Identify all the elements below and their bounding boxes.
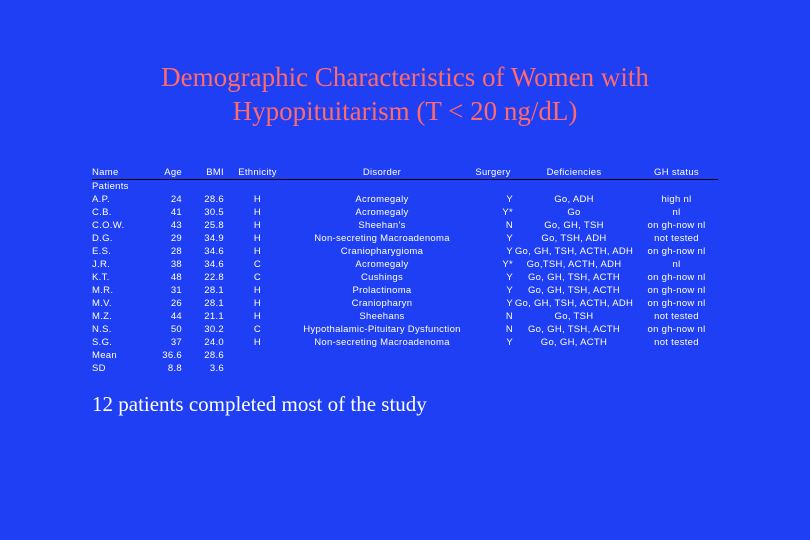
- cell-deficiencies: Go, GH, ACTH: [540, 337, 608, 348]
- cell-deficiencies: Go, ADH: [554, 194, 594, 205]
- cell-age: 48: [170, 272, 182, 283]
- cell-gh-status: not tested: [654, 337, 699, 348]
- cell-gh-status: on gh-now nl: [647, 324, 706, 335]
- cell-ethnicity: H: [253, 246, 262, 257]
- table-row: [92, 245, 718, 258]
- cell-surgery: Y: [506, 194, 513, 205]
- cell-bmi: 34.9: [204, 233, 224, 244]
- cell-surgery: [473, 180, 513, 194]
- cell-name: M.Z.: [92, 311, 113, 322]
- table-row: [92, 258, 718, 271]
- cell-gh-status: on gh-now nl: [647, 298, 706, 309]
- table-row: [92, 336, 718, 349]
- cell-surgery: [473, 349, 513, 362]
- cell-bmi: 22.8: [204, 272, 224, 283]
- cell-name: E.S.: [92, 246, 112, 257]
- header-ethnicity: Ethnicity: [224, 167, 291, 180]
- cell-name: S.G.: [92, 337, 113, 348]
- cell-gh-status: nl: [672, 207, 681, 218]
- cell-deficiencies: [513, 180, 635, 194]
- cell-gh-status: [635, 349, 718, 362]
- cell-ethnicity: H: [253, 220, 262, 231]
- cell-gh-status: on gh-now nl: [647, 246, 706, 257]
- cell-disorder: Non-secreting Macroadenoma: [314, 337, 450, 348]
- table-row: [92, 323, 718, 336]
- table-row: [92, 271, 718, 284]
- cell-deficiencies: Go, GH, TSH, ACTH: [527, 324, 621, 335]
- cell-age: 26: [170, 298, 182, 309]
- cell-bmi: 30.2: [204, 324, 224, 335]
- cell-age: [147, 180, 182, 194]
- cell-deficiencies: Go, GH, TSH, ACTH, ADH: [514, 246, 634, 257]
- cell-disorder: Sheehans: [359, 311, 405, 322]
- cell-age: 50: [170, 324, 182, 335]
- cell-ethnicity: C: [253, 259, 262, 270]
- cell-name: K.T.: [92, 272, 110, 283]
- cell-surgery: N: [505, 311, 513, 322]
- cell-ethnicity: H: [253, 285, 262, 296]
- cell-surgery: Y: [506, 298, 513, 309]
- table-row: [92, 362, 718, 375]
- header-name: Name: [92, 167, 147, 180]
- cell-gh-status: on gh-now nl: [647, 220, 706, 231]
- cell-bmi: 25.8: [204, 220, 224, 231]
- slide-title-line-2: Hypopituitarism (T < 20 ng/dL): [232, 96, 578, 126]
- table-header-row: [92, 167, 718, 180]
- cell-bmi: 21.1: [204, 311, 224, 322]
- cell-deficiencies: [513, 362, 635, 375]
- table-row: [92, 180, 718, 194]
- cell-bmi: 28.6: [204, 350, 224, 361]
- cell-name: D.G.: [92, 233, 113, 244]
- cell-name: M.V.: [92, 298, 112, 309]
- cell-surgery: N: [505, 324, 513, 335]
- cell-surgery: Y*: [502, 207, 513, 218]
- cell-name: M.R.: [92, 285, 114, 296]
- cell-bmi: 3.6: [209, 363, 224, 374]
- cell-gh-status: high nl: [661, 194, 692, 205]
- cell-disorder: Craniopharygioma: [340, 246, 424, 257]
- cell-bmi: [182, 180, 224, 194]
- cell-deficiencies: [513, 349, 635, 362]
- cell-surgery: Y: [506, 337, 513, 348]
- cell-name: A.P.: [92, 194, 110, 205]
- cell-age: 37: [170, 337, 182, 348]
- cell-surgery: Y: [506, 272, 513, 283]
- cell-gh-status: not tested: [654, 233, 699, 244]
- cell-deficiencies: Go, GH, TSH, ACTH, ADH: [514, 298, 634, 309]
- cell-age: 38: [170, 259, 182, 270]
- table-row: [92, 297, 718, 310]
- cell-bmi: 34.6: [204, 259, 224, 270]
- cell-gh-status: [635, 362, 718, 375]
- header-age: Age: [147, 167, 182, 180]
- cell-disorder: [291, 362, 473, 375]
- cell-name: Mean: [92, 350, 117, 361]
- cell-surgery: Y: [506, 246, 513, 257]
- cell-disorder: Prolactinoma: [352, 285, 412, 296]
- cell-ethnicity: H: [253, 194, 262, 205]
- cell-deficiencies: Go, GH, TSH: [544, 220, 604, 231]
- cell-disorder: [291, 349, 473, 362]
- cell-disorder: Acromegaly: [355, 194, 409, 205]
- cell-ethnicity: H: [253, 207, 262, 218]
- cell-bmi: 34.6: [204, 246, 224, 257]
- cell-age: 31: [170, 285, 182, 296]
- cell-age: 8.8: [167, 363, 182, 374]
- header-gh-status: GH status: [635, 167, 718, 180]
- cell-surgery: N: [505, 220, 513, 231]
- cell-age: 29: [170, 233, 182, 244]
- cell-disorder: Acromegaly: [355, 207, 409, 218]
- cell-disorder: Craniopharyn: [351, 298, 413, 309]
- header-disorder: Disorder: [291, 167, 473, 180]
- cell-name: C.B.: [92, 207, 112, 218]
- cell-surgery: [473, 362, 513, 375]
- cell-age: 41: [170, 207, 182, 218]
- cell-ethnicity: C: [253, 272, 262, 283]
- cell-name: N.S.: [92, 324, 112, 335]
- table-row: [92, 232, 718, 245]
- cell-deficiencies: Go, GH, TSH, ACTH: [527, 285, 621, 296]
- header-surgery: Surgery: [473, 167, 513, 180]
- cell-deficiencies: Go, TSH, ADH: [541, 233, 607, 244]
- cell-surgery: Y: [506, 285, 513, 296]
- cell-name: SD: [92, 363, 106, 374]
- cell-disorder: Acromegaly: [355, 259, 409, 270]
- header-deficiencies: Deficiencies: [513, 167, 635, 180]
- cell-disorder: [291, 180, 473, 194]
- cell-name: C.O.W.: [92, 220, 125, 231]
- cell-bmi: 24.0: [204, 337, 224, 348]
- table-row: [92, 349, 718, 362]
- slide-title: [0, 60, 810, 128]
- cell-name: Patients: [92, 181, 129, 192]
- cell-age: 24: [170, 194, 182, 205]
- cell-disorder: Non-secreting Macroadenoma: [314, 233, 450, 244]
- cell-name: J.R.: [92, 259, 111, 270]
- cell-gh-status: on gh-now nl: [647, 272, 706, 283]
- cell-surgery: Y*: [502, 259, 513, 270]
- cell-bmi: 28.6: [204, 194, 224, 205]
- cell-gh-status: nl: [672, 259, 681, 270]
- cell-deficiencies: Go,TSH, ACTH, ADH: [526, 259, 622, 270]
- cell-ethnicity: H: [253, 337, 262, 348]
- cell-ethnicity: H: [253, 233, 262, 244]
- table-row: [92, 206, 718, 219]
- table-row: [92, 193, 718, 206]
- cell-gh-status: on gh-now nl: [647, 285, 706, 296]
- cell-surgery: Y: [506, 233, 513, 244]
- table-row: [92, 219, 718, 232]
- cell-ethnicity: C: [253, 324, 262, 335]
- study-completion-note: 12 patients completed most of the study: [92, 392, 427, 416]
- cell-bmi: 30.5: [204, 207, 224, 218]
- cell-deficiencies: Go: [567, 207, 581, 218]
- cell-deficiencies: Go, GH, TSH, ACTH: [527, 272, 621, 283]
- demographics-table: [92, 167, 718, 375]
- cell-ethnicity: H: [253, 311, 262, 322]
- cell-gh-status: [635, 180, 718, 194]
- cell-age: 36.6: [162, 350, 182, 361]
- cell-ethnicity: [224, 349, 291, 362]
- cell-disorder: Sheehan's: [358, 220, 406, 231]
- header-bmi: BMI: [182, 167, 224, 180]
- cell-age: 28: [170, 246, 182, 257]
- slide-title-line-1: Demographic Characteristics of Women with: [161, 62, 649, 92]
- cell-ethnicity: H: [253, 298, 262, 309]
- table-row: [92, 284, 718, 297]
- cell-age: 44: [170, 311, 182, 322]
- cell-ethnicity: [224, 362, 291, 375]
- cell-age: 43: [170, 220, 182, 231]
- cell-disorder: Hypothalamic-Pituitary Dysfunction: [303, 324, 461, 335]
- cell-disorder: Cushings: [360, 272, 403, 283]
- cell-gh-status: not tested: [654, 311, 699, 322]
- cell-deficiencies: Go, TSH: [554, 311, 594, 322]
- cell-bmi: 28.1: [204, 298, 224, 309]
- table-row: [92, 310, 718, 323]
- cell-bmi: 28.1: [204, 285, 224, 296]
- cell-ethnicity: [224, 180, 291, 194]
